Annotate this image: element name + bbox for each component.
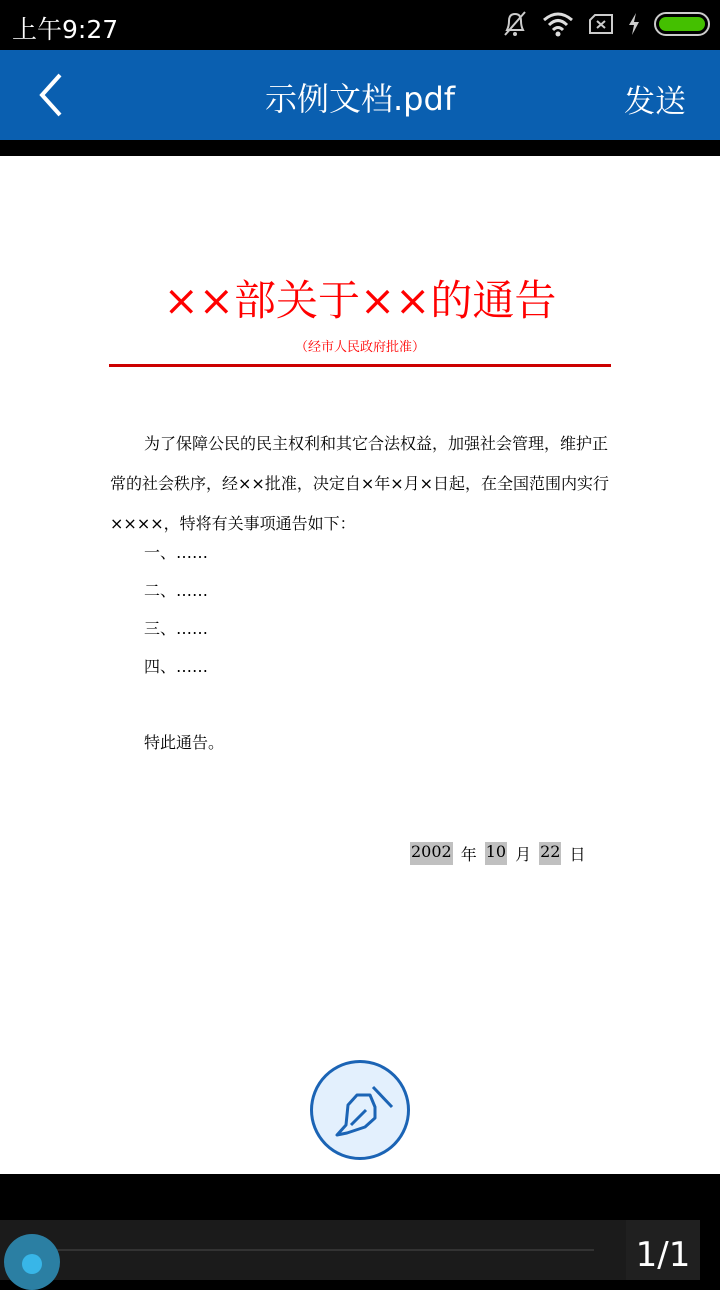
doc-subtitle: （经市人民政府批准） xyxy=(294,340,425,355)
date-month-field[interactable]: 10 xyxy=(485,842,507,865)
document-title: 示例文档.pdf xyxy=(264,80,456,118)
pdf-page xyxy=(0,156,720,1174)
date-day-field[interactable]: 22 xyxy=(539,842,561,865)
status-bar xyxy=(0,0,720,50)
doc-date xyxy=(410,842,585,865)
no-sim-icon xyxy=(588,13,614,35)
list-item: 二、…… xyxy=(144,581,209,600)
pen-nib-icon xyxy=(313,1063,407,1157)
notifications-muted-icon xyxy=(502,10,528,38)
send-button[interactable]: 发送 xyxy=(624,84,686,120)
page-slider-track[interactable] xyxy=(30,1249,594,1251)
day-label: 日 xyxy=(569,845,586,864)
list-item: 三、…… xyxy=(144,619,209,638)
list-item: 四、…… xyxy=(144,657,209,676)
page-slider-thumb[interactable] xyxy=(4,1234,60,1290)
app-bar xyxy=(0,50,720,140)
battery-icon xyxy=(654,12,710,36)
doc-closing: 特此通告。 xyxy=(144,733,225,752)
status-time: 上午9:27 xyxy=(12,15,119,44)
page-indicator: 1/1 xyxy=(626,1220,700,1280)
date-year-field[interactable]: 2002 xyxy=(410,842,453,865)
month-label: 月 xyxy=(515,845,532,864)
red-divider xyxy=(109,364,611,367)
doc-heading: ××部关于××的通告 xyxy=(163,276,557,325)
doc-body: 为了保障公民的民主权利和其它合法权益，加强社会管理，维护正常的社会秩序，经××批准，决定自×年×月×日起，在全国范围内实行××××，特将有关事项通告如下： xyxy=(110,434,610,533)
sign-button[interactable] xyxy=(310,1060,410,1160)
page-navigator xyxy=(0,1220,700,1280)
charging-icon xyxy=(628,13,640,35)
year-label: 年 xyxy=(460,845,477,864)
list-item: 一、…… xyxy=(144,543,209,562)
wifi-icon xyxy=(542,11,574,37)
